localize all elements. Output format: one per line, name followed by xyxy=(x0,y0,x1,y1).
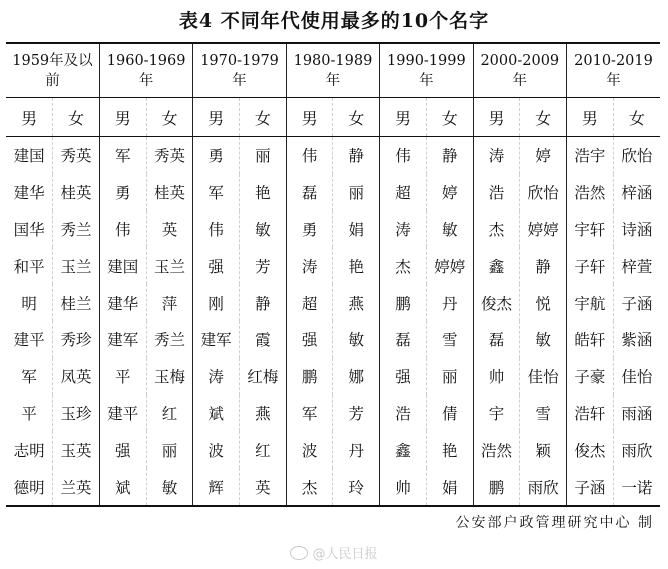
male-name-cell: 国华 xyxy=(13,220,45,239)
male-name-cell: 鹏 xyxy=(286,358,333,395)
decade-label-line2: 年 xyxy=(512,72,528,89)
male-name-cell: 平 xyxy=(21,404,37,423)
weibo-watermark xyxy=(0,543,668,562)
female-name-cell: 丽 xyxy=(146,431,193,468)
male-name-cell: 军 xyxy=(21,368,37,387)
female-name-cell: 佳怡 xyxy=(613,358,660,395)
female-name-cell: 雪 xyxy=(426,321,473,358)
names-table xyxy=(6,42,660,507)
female-name-cell: 婷 xyxy=(426,174,473,211)
male-name-cell: 勇 xyxy=(99,174,146,211)
male-name-cell: 军 xyxy=(99,137,146,174)
female-name-cell: 梓萱 xyxy=(613,247,660,284)
female-name-cell: 秀珍 xyxy=(53,321,100,358)
male-name-cell: 辉 xyxy=(193,468,240,506)
decade-label-line1: 1980-1989 xyxy=(293,52,373,69)
female-name-cell: 颖 xyxy=(520,431,567,468)
male-name-cell: 平 xyxy=(99,358,146,395)
male-name-cell: 建军 xyxy=(193,321,240,358)
male-name-cell: 磊 xyxy=(473,321,520,358)
decade-label-line2: 年 xyxy=(325,72,341,89)
decade-label-line1: 1970-1979 xyxy=(200,52,279,69)
female-name-cell: 静 xyxy=(426,137,473,174)
female-name-cell: 娟 xyxy=(426,468,473,506)
male-name-cell: 鹏 xyxy=(473,468,520,506)
gender-header-female: 女 xyxy=(426,98,473,137)
male-name-cell: 帅 xyxy=(380,468,427,506)
male-name-cell: 波 xyxy=(193,431,240,468)
table-row xyxy=(6,174,660,211)
female-name-cell: 艳 xyxy=(240,174,287,211)
table-row xyxy=(6,284,660,321)
female-name-cell: 敏 xyxy=(333,321,380,358)
male-name-cell: 建平 xyxy=(99,395,146,432)
female-name-cell: 娜 xyxy=(333,358,380,395)
female-name-cell: 敏 xyxy=(146,468,193,506)
female-name-cell: 婷婷 xyxy=(520,211,567,248)
female-name-cell: 玉兰 xyxy=(53,247,100,284)
decade-label-line2: 年 xyxy=(232,72,247,89)
female-name-cell: 英 xyxy=(146,211,193,248)
table-row xyxy=(6,321,660,358)
male-name-cell: 强 xyxy=(380,358,427,395)
female-name-cell: 桂兰 xyxy=(53,284,100,321)
female-name-cell: 玉兰 xyxy=(146,247,193,284)
gender-header-female: 女 xyxy=(520,98,567,137)
female-name-cell: 秀英 xyxy=(146,137,193,174)
female-name-cell: 玉英 xyxy=(53,431,100,468)
male-name-cell: 杰 xyxy=(380,247,427,284)
female-name-cell: 艳 xyxy=(426,431,473,468)
gender-header-female: 女 xyxy=(613,98,660,137)
female-name-cell: 敏 xyxy=(240,211,287,248)
female-name-cell: 雨欣 xyxy=(520,468,567,506)
male-name-cell: 建国 xyxy=(99,247,146,284)
male-name-cell: 帅 xyxy=(473,358,520,395)
female-name-cell: 芳 xyxy=(240,247,287,284)
decade-header xyxy=(380,43,473,98)
female-name-cell: 霞 xyxy=(240,321,287,358)
male-name-cell: 涛 xyxy=(193,358,240,395)
female-name-cell: 静 xyxy=(240,284,287,321)
table-row xyxy=(6,395,660,432)
female-name-cell: 玉梅 xyxy=(146,358,193,395)
female-name-cell: 紫涵 xyxy=(613,321,660,358)
gender-header-female: 女 xyxy=(146,98,193,137)
female-name-cell: 欣怡 xyxy=(520,174,567,211)
male-name-cell: 俊杰 xyxy=(473,284,520,321)
female-name-cell: 静 xyxy=(520,247,567,284)
female-name-cell: 燕 xyxy=(333,284,380,321)
female-name-cell: 玲 xyxy=(333,468,380,506)
gender-header-female: 女 xyxy=(333,98,380,137)
female-name-cell: 英 xyxy=(240,468,287,506)
gender-header-row xyxy=(6,98,660,137)
female-name-cell: 丹 xyxy=(333,431,380,468)
decade-label-line1: 2000-2009 xyxy=(480,52,560,69)
female-name-cell: 丹 xyxy=(426,284,473,321)
male-name-cell: 涛 xyxy=(380,211,427,248)
male-name-cell: 斌 xyxy=(99,468,146,506)
male-name-cell: 超 xyxy=(286,284,333,321)
watermark-text: @人民日报 xyxy=(312,547,378,562)
female-name-cell: 萍 xyxy=(146,284,193,321)
female-name-cell: 艳 xyxy=(333,247,380,284)
male-name-cell: 勇 xyxy=(193,137,240,174)
decade-label-line1: 1960-1969 xyxy=(106,52,186,69)
female-name-cell: 丽 xyxy=(240,137,287,174)
female-name-cell: 凤英 xyxy=(53,358,100,395)
female-name-cell: 红 xyxy=(146,395,193,432)
decade-header xyxy=(567,43,660,98)
gender-header-female: 女 xyxy=(53,98,100,137)
female-name-cell: 红 xyxy=(240,431,287,468)
gender-header-female: 女 xyxy=(240,98,287,137)
male-name-cell: 建军 xyxy=(99,321,146,358)
male-name-cell: 刚 xyxy=(193,284,240,321)
male-name-cell: 磊 xyxy=(286,174,333,211)
male-name-cell: 皓轩 xyxy=(567,321,614,358)
male-name-cell: 军 xyxy=(286,395,333,432)
decade-header xyxy=(473,43,566,98)
male-name-cell: 涛 xyxy=(286,247,333,284)
gender-header-male: 男 xyxy=(473,98,520,137)
table-row xyxy=(6,211,660,248)
weibo-icon xyxy=(290,546,308,560)
male-name-cell: 子轩 xyxy=(567,247,614,284)
male-name-cell: 浩然 xyxy=(473,431,520,468)
female-name-cell: 雪 xyxy=(520,395,567,432)
male-name-cell: 德明 xyxy=(6,468,53,506)
male-name-cell: 勇 xyxy=(286,211,333,248)
female-name-cell: 婷婷 xyxy=(426,247,473,284)
female-name-cell: 玉珍 xyxy=(53,395,100,432)
male-name-cell: 浩宇 xyxy=(567,137,614,174)
male-name-cell: 杰 xyxy=(286,468,333,506)
table-title: 表4 不同年代使用最多的10个名字 xyxy=(178,10,490,32)
female-name-cell: 秀英 xyxy=(53,137,100,174)
decade-header xyxy=(193,43,286,98)
male-name-cell: 超 xyxy=(380,174,427,211)
decade-header-row xyxy=(6,43,660,98)
decade-label-line1: 1959年及以 xyxy=(12,52,93,69)
female-name-cell: 娟 xyxy=(333,211,380,248)
female-name-cell: 秀兰 xyxy=(53,211,100,248)
decade-header xyxy=(6,43,99,98)
female-name-cell: 敏 xyxy=(520,321,567,358)
male-name-cell: 和平 xyxy=(13,257,45,276)
gender-header-male: 男 xyxy=(286,98,333,137)
source-credit: 公安部户政管理研究中心 制 xyxy=(455,515,654,531)
decade-label-line2: 年 xyxy=(606,72,621,89)
female-name-cell: 燕 xyxy=(240,395,287,432)
female-name-cell: 丽 xyxy=(333,174,380,211)
male-name-cell: 波 xyxy=(286,431,333,468)
gender-header-male: 男 xyxy=(6,98,53,137)
male-name-cell: 宇 xyxy=(473,395,520,432)
female-name-cell: 雨涵 xyxy=(613,395,660,432)
female-name-cell: 丽 xyxy=(426,358,473,395)
table-body xyxy=(6,137,660,506)
male-name-cell: 强 xyxy=(99,431,146,468)
decade-label-line1: 1990-1999 xyxy=(387,52,466,69)
male-name-cell: 斌 xyxy=(193,395,240,432)
male-name-cell: 强 xyxy=(193,247,240,284)
female-name-cell: 婷 xyxy=(520,137,567,174)
female-name-cell: 悦 xyxy=(520,284,567,321)
male-name-cell: 俊杰 xyxy=(567,431,614,468)
female-name-cell: 欣怡 xyxy=(613,137,660,174)
male-name-cell: 磊 xyxy=(380,321,427,358)
gender-header-male: 男 xyxy=(567,98,614,137)
male-name-cell: 明 xyxy=(21,294,37,313)
male-name-cell: 军 xyxy=(193,174,240,211)
female-name-cell: 倩 xyxy=(426,395,473,432)
decade-label-line2: 年 xyxy=(138,72,154,89)
male-name-cell: 建华 xyxy=(99,284,146,321)
decade-header xyxy=(99,43,192,98)
male-name-cell: 鹏 xyxy=(380,284,427,321)
female-name-cell: 秀兰 xyxy=(146,321,193,358)
male-name-cell: 宇轩 xyxy=(567,211,614,248)
table-row xyxy=(6,358,660,395)
female-name-cell: 诗涵 xyxy=(613,211,660,248)
male-name-cell: 建平 xyxy=(13,331,45,350)
table-row xyxy=(6,137,660,174)
table-row xyxy=(6,247,660,284)
male-name-cell: 伟 xyxy=(99,211,146,248)
male-name-cell: 浩轩 xyxy=(567,395,614,432)
decade-label-line2: 前 xyxy=(45,72,60,89)
male-name-cell: 浩 xyxy=(380,395,427,432)
female-name-cell: 子涵 xyxy=(613,284,660,321)
female-name-cell: 红梅 xyxy=(240,358,287,395)
female-name-cell: 梓涵 xyxy=(613,174,660,211)
male-name-cell: 鑫 xyxy=(380,431,427,468)
male-name-cell: 宇航 xyxy=(567,284,614,321)
gender-header-male: 男 xyxy=(193,98,240,137)
male-name-cell: 伟 xyxy=(193,211,240,248)
male-name-cell: 子涵 xyxy=(567,468,614,506)
decade-header xyxy=(286,43,379,98)
female-name-cell: 一诺 xyxy=(613,468,660,506)
male-name-cell: 杰 xyxy=(473,211,520,248)
female-name-cell: 敏 xyxy=(426,211,473,248)
male-name-cell: 涛 xyxy=(473,137,520,174)
table-row xyxy=(6,468,660,506)
male-name-cell: 鑫 xyxy=(473,247,520,284)
table-row xyxy=(6,431,660,468)
male-name-cell: 伟 xyxy=(380,137,427,174)
male-name-cell: 强 xyxy=(286,321,333,358)
female-name-cell: 桂英 xyxy=(146,174,193,211)
female-name-cell: 静 xyxy=(333,137,380,174)
male-name-cell: 浩然 xyxy=(567,174,614,211)
gender-header-male: 男 xyxy=(99,98,146,137)
male-name-cell: 伟 xyxy=(286,137,333,174)
female-name-cell: 芳 xyxy=(333,395,380,432)
male-name-cell: 浩 xyxy=(473,174,520,211)
male-name-cell: 子豪 xyxy=(567,358,614,395)
male-name-cell: 志明 xyxy=(13,441,45,460)
female-name-cell: 兰英 xyxy=(53,468,100,506)
female-name-cell: 佳怡 xyxy=(520,358,567,395)
decade-label-line2: 年 xyxy=(419,72,434,89)
decade-label-line1: 2010-2019 xyxy=(574,52,653,69)
male-name-cell: 建华 xyxy=(13,184,45,203)
female-name-cell: 桂英 xyxy=(53,174,100,211)
female-name-cell: 雨欣 xyxy=(613,431,660,468)
male-name-cell: 建国 xyxy=(13,147,45,166)
gender-header-male: 男 xyxy=(380,98,427,137)
